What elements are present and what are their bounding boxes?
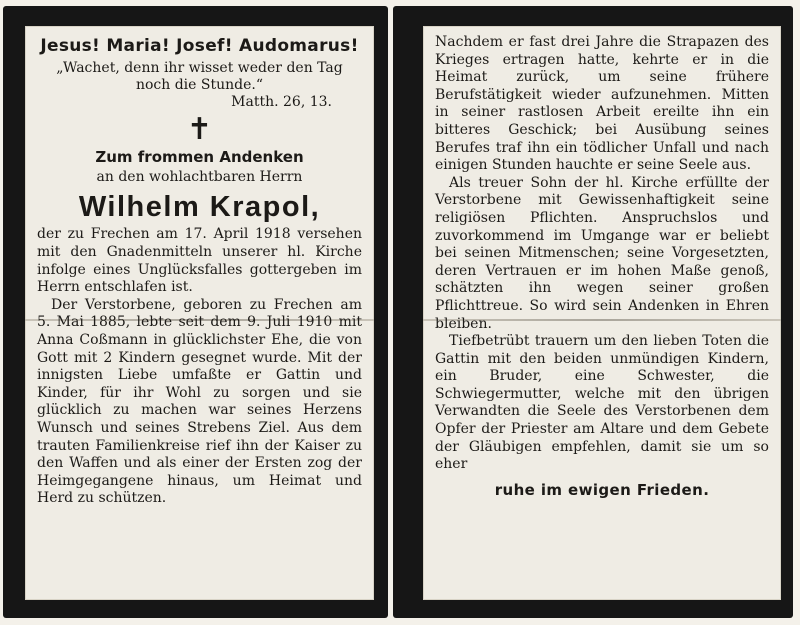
death-notice-paragraph: der zu Frechen am 17. April 1918 versehen mit den Gnadenmitteln unserer hl. Kirche infolge eines Unglücksfalles gottergeben im Herrn entschlafen ist. (37, 226, 362, 296)
right-card-text (435, 34, 769, 499)
verse-reference: Matth. 26, 13. (231, 93, 332, 110)
mourners-paragraph: Tiefbetrübt trauern um den lieben Toten die Gattin mit den beiden unmündigen Kindern, ein Bruder, eine Schwester, die Schwiegermutter, welche mit den übrigen Verwandten die Seele des Verstorbenen dem Opfer der Priester am Altare und dem Gebete der Gläubigen empfehlen, damit sie um so eher (435, 333, 769, 473)
right-card-paper (423, 26, 781, 600)
cross-icon: ✝ (186, 112, 213, 148)
war-and-accident-paragraph: Nachdem er fast drei Jahre die Strapazen des Krieges ertragen hatte, kehrte er in die Heimat zurück, um seine frühere Berufstätigkeit wieder aufzunehmen. Mitten in seiner rastlosen Arbeit ereilte ihn ein bitteres Geschick; bei Ausübung seines Berufes traf ihn ein tödlicher Unfall und nach einigen Stunden hauchte er seine Seele aus. (435, 34, 769, 174)
deceased-name: Wilhelm Krapol, (78, 191, 321, 224)
invocation-heading: Jesus! Maria! Josef! Audomarus! (40, 36, 359, 56)
memorial-title: Zum frommen Andenken (95, 148, 304, 167)
bible-verse: „Wachet, denn ihr wisset weder den Tag noch die Stunde.“ (56, 59, 343, 93)
left-card-paper (25, 26, 374, 600)
character-paragraph: Als treuer Sohn der hl. Kirche erfüllte der Verstorbene mit Gewissenhaftigkeit seine religiösen Pflichten. Anspruchslos und zuvorkommend im Umgange war er beliebt bei seinen Mitmenschen; seine Vorgesetzten, deren Vertrauen er im hohen Maße genoß, schätzten ihn wegen seiner großen Pflichttreue. So wird sein Andenken in Ehren bleiben. (435, 174, 769, 332)
closing-line: ruhe im ewigen Frieden. (494, 480, 710, 499)
memorial-dedication: an den wohlachtbaren Herrn (96, 168, 303, 185)
left-card (3, 6, 388, 618)
left-card-text (37, 34, 362, 508)
right-card (393, 6, 793, 618)
biography-paragraph: Der Verstorbene, geboren zu Frechen am 5. Mai 1885, lebte seit dem 9. Juli 1910 mit Anna Coßmann in glücklichster Ehe, die von Gott mit 2 Kindern gesegnet wurde. Mit der innigsten Liebe umfaßte er Gattin und Kinder, für ihr Wohl zu sorgen und sie glücklich zu machen war seines Herzens Wunsch und seines Strebens Ziel. Aus dem trauten Familienkreise rief ihn der Kaiser zu den Waffen und als einer der Ersten zog der Heimgegangene hinaus, um Heimat und Herd zu schützen. (37, 296, 362, 507)
